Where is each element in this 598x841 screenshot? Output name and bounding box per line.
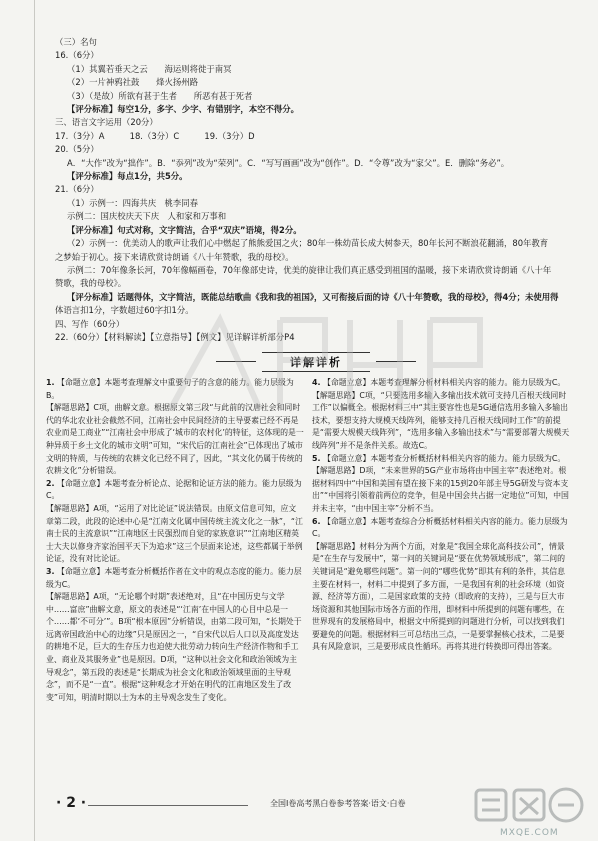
- answer-line: （1）示例一：四海共庆 桃李同春: [67, 197, 198, 208]
- answer-line: 之梦始于初心。接下来请欣赏诗朗诵《八十年赞歌，我的母校》。: [55, 251, 294, 262]
- section-banner: [262, 352, 370, 372]
- section-banner-title: 详解详析: [290, 356, 342, 369]
- answer-line: （1）其翼若垂天之云 海运则将徙于南冥: [67, 63, 232, 74]
- answer-line: A．“大作”改为“拙作”。B．“忝列”改为“荣列”。C．“写写画画”改为“创作”。D．“令尊”改为“家父”。E．删除“务必”。: [67, 157, 510, 168]
- answer-line: 16.（6分）: [55, 50, 99, 61]
- explanation-text: 【解题思路】材料分为两个方面，对象是“我国全球化高科技公司”，情景是“在生存与发展中”，第一问的关键词是“要在优势领域形成”，第二问的关键词是“避免哪些问题”。第一问的“哪些优势”即其有利的条件，其信息主要在材料一，材料二中提到了多方面，一是我国有利的社会环境（如资源、经济等方面），二是国家政策的支持（即政府的支持），三是与巨大市场资源和其他国际市场各方面的作用，即材料中所提到的问题有哪些，在世界现有的发展格局中，根据文中所提到的问题进行分析，可以找到我们要避免的问题。根据材料三可总结出三点，一是要掌握核心技术，二是要具有风险意识，三是要形成良性循环。再将其进行转换即可得出答案。: [312, 541, 566, 652]
- answer-line: 【评分标准】话题得体，文字简洁，既能总结歌曲《我和我的祖国》，又可衔接后面的诗《八十年赞歌，我的母校》，得4分；未使用得: [67, 291, 559, 302]
- watermark-url: MXQE.COM: [500, 828, 559, 838]
- explanation-paragraph: [312, 390, 570, 453]
- page-number: · 2 ·: [56, 795, 87, 811]
- explanation-text: 【解题思路】A项，“无论哪个时期”表述绝对，且“在中国历史与文学中……富庶”曲解文意，原文的表述是“‘江南’在中国人的心目中总是一个……都‘不可分’”。B项“根本原因”分析错误，由第二段可知，“长期处于远离帝国政治中心的边缘”只是原因之一，“自宋代以后人口以及高度发达的耕地不足，巨大的生存压力也迫使大批劳动力转向生产经济作物和手工业、商业及其服务业”也是原因。D项，“这种以社会文化和政治领域为主导观念”，第五段的表述是“长期成为社会文化和政治领域里面的主导观念”，而不是“一直”。根据“这种观念才开始在明代的江南地区发生了改变”可知，明清时期以士为本的主导观念发生了变化。: [46, 592, 302, 702]
- explanation-paragraph: [46, 591, 304, 704]
- explanation-paragraph: [46, 377, 304, 402]
- explanation-paragraph: [312, 516, 570, 541]
- explanation-text: 【命题立意】本题考查分析概括材料相关内容的能力。能力层级为C。: [323, 453, 566, 463]
- explanation-paragraph: [312, 541, 570, 654]
- explanation-text: 【解题思路】C项，曲解文意。根据原文第三段“与此前的汉唐社会和同时代的华北农业社会截然不同，江南社会中民间经济的主导要素已经不再是农业而是工商业”“江南社会中形成了‘城市的农村化’的特征，这体现的是一种异质于乡土文化的城市文明”可知，“宋代后的江南社会”已体现出了城市文明的特质，与传统的农耕文化已经不同了，因此，“其文化仍属于传统的农耕文化”分析错误。: [46, 403, 304, 476]
- page-footer: [0, 795, 598, 815]
- footer-text: 全国Ⅰ卷高考黑白卷参考答案·语文·白卷: [270, 799, 406, 808]
- answer-line: 【评分标准】句式对称，文字简洁，合乎“双庆”语境，得2分。: [67, 224, 302, 235]
- answer-line: 四、写作（60分）: [55, 318, 125, 329]
- explanation-paragraph: [312, 465, 570, 515]
- explanation-text: 【解题思路】A项，“运用了对比论证”说法错误。由原文信息可知，应文章第二段，此段的论述中心是“江南文化属中国传统主流文化之一脉”，“江南士民的主流意识”“江南地区士民强烈而自觉的家族意识”“江南地区精英士大夫以修身齐家治国平天下为追求”这三个层面来论述，这些都属于举例论证，没有对比论证。: [46, 503, 303, 564]
- answer-line: 22.（60分）【材料解读】【立意指导】【例文】见详解详析部分P4: [55, 331, 295, 342]
- explanation-text: 【命题立意】本题考查综合分析概括材料相关内容的能力。能力层级为C。: [312, 516, 568, 539]
- answer-line: （2）一片神鸦社鼓 烽火扬州路: [67, 77, 198, 88]
- answer-line: 21.（6分）: [55, 184, 99, 195]
- question-number: 6.: [312, 516, 321, 526]
- left-column-explanations: [46, 377, 304, 704]
- answer-line: 【评分标准】每点1分，共5分。: [67, 171, 188, 182]
- explanation-text: 【解题思路】C项，“只要选用多输入多输出技术就可支持几百根天线同时工作”以偏概全。根据材料三中“其主要容性也是5G通信选用多输入多输出技术，要想支持大规模天线阵列，能够支持几百根天线同时工作”的前提是“需要大规模天线阵列”，“选用多输入多输出技术”与“需要部署大规模天线阵列”并不是条件关系。故选C。: [312, 390, 570, 450]
- answer-line: 20.（5分）: [55, 144, 99, 155]
- explanation-paragraph: [46, 566, 304, 591]
- answer-line: 17.（3分）A 18.（3分）C 19.（3分）D: [55, 130, 255, 141]
- answer-line: 三、语言文字运用（20分）: [55, 117, 158, 128]
- explanation-paragraph: [46, 503, 304, 566]
- explanation-paragraph: [312, 453, 570, 466]
- answer-line: 【评分标准】每空1分，多字、少字、有错别字，本空不得分。: [67, 104, 299, 115]
- binding-margin-line: [34, 0, 35, 841]
- question-number: 1.: [46, 378, 55, 387]
- answer-line: 体语言扣1分，字数超过60字扣1分。: [55, 305, 194, 316]
- explanation-paragraph: [312, 377, 570, 390]
- explanation-text: 【命题立意】本题考查理解文中重要句子的含意的能力。能力层级为B。: [46, 378, 294, 400]
- question-number: 4.: [312, 378, 321, 387]
- answer-line: （2）示例一：优美动人的歌声让我们心中燃起了熊熊爱国之火；80年一株幼苗长成大树参天，80年长河不断浪花翻涌，80年教育: [67, 238, 549, 249]
- explanation-text: 【命题立意】本题考查分析论点、论据和论证方法的能力。能力层级为C。: [46, 478, 302, 501]
- explanation-text: 【命题立意】本题考查理解分析材料相关内容的能力。能力层级为C。: [323, 378, 566, 387]
- question-number: 3.: [46, 566, 55, 576]
- explanation-paragraph: [46, 402, 304, 478]
- explanation-text: 【命题立意】本题考查分析概括作者在文中的观点态度的能力。能力层级为C。: [46, 566, 302, 589]
- answer-key-top-section: [55, 36, 575, 344]
- question-number: 5.: [312, 453, 321, 463]
- answer-line: 示例二：国庆校庆天下庆 人和家和万事和: [67, 211, 227, 222]
- right-column-explanations: [312, 377, 570, 654]
- question-number: 2.: [46, 478, 55, 488]
- footer-rule: [88, 805, 248, 806]
- answer-line: 赞歌，我的母校》。: [55, 278, 127, 289]
- answer-line: （三）名句: [55, 37, 97, 47]
- answer-line: 示例二：70年像条长河，70年像幅画卷，70年像部史诗，优美的旋律让我们真正感受到祖国的温暖，接下来请欣赏诗朗诵《八十年: [67, 264, 552, 275]
- explanation-text: 【解题思路】D项，“未来世界的5G产业市场将由中国主宰”表述绝对。根据材料四中“中国和美国有望在接下来的15到20年部主导5G研发与资本支出”“中国将引领着前两位的竞争，但是中国会共占据一定地位”可知，中国并未主宰，“由中国主宰”分析不当。: [312, 466, 569, 513]
- answer-line: （3）（是故）所欲有甚于生者 所恶有甚于死者: [67, 90, 253, 101]
- explanation-paragraph: [46, 478, 304, 503]
